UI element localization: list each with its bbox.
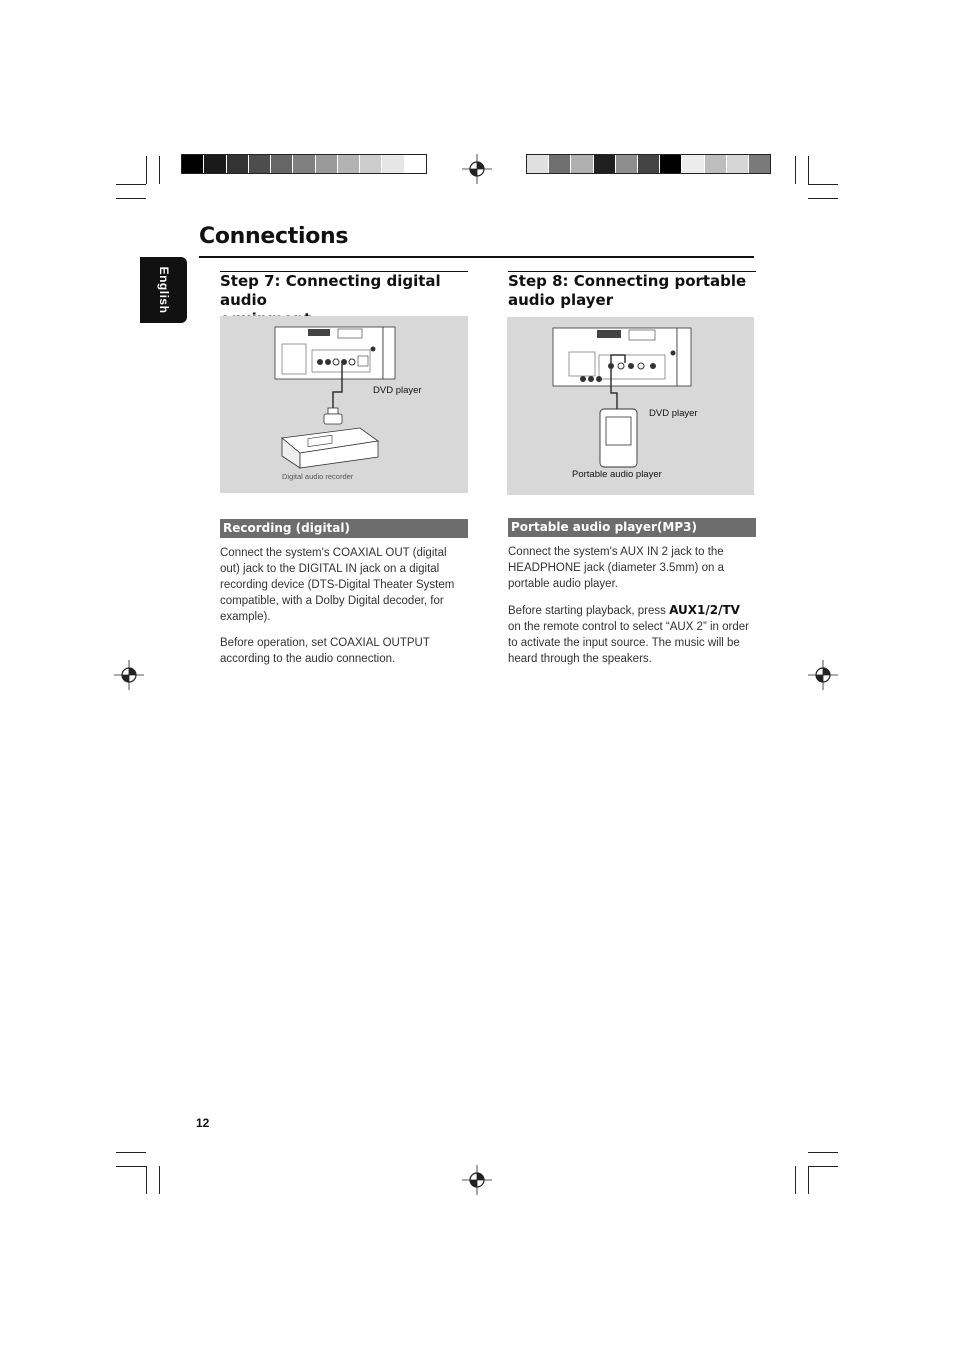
crop-mark	[146, 1166, 147, 1194]
crop-mark	[116, 198, 146, 199]
calibration-swatch	[682, 155, 704, 173]
calibration-swatch	[749, 155, 770, 173]
step7-paragraph-2: Before operation, set COAXIAL OUTPUT according to the audio connection.	[220, 637, 430, 665]
calibration-swatch	[660, 155, 682, 173]
calibration-swatch	[616, 155, 638, 173]
crop-mark	[116, 184, 146, 185]
step8-subhead: Portable audio player(MP3)	[508, 518, 756, 537]
step8-body	[508, 544, 754, 667]
aux-button-name: AUX1/2/TV	[669, 603, 740, 617]
crop-mark	[116, 1152, 146, 1153]
calibration-bar-left	[181, 154, 427, 174]
calibration-swatch	[182, 155, 204, 173]
step7-subhead: Recording (digital)	[220, 519, 468, 538]
calibration-swatch	[549, 155, 571, 173]
calibration-swatch	[293, 155, 315, 173]
language-tab-label: English	[156, 266, 171, 314]
title-rule	[199, 256, 754, 258]
crop-mark	[808, 184, 838, 185]
registration-mark-icon	[114, 660, 144, 690]
step7-figure	[220, 316, 468, 493]
crop-mark	[808, 1152, 838, 1153]
calibration-swatch	[382, 155, 404, 173]
crop-mark	[116, 1166, 146, 1167]
crop-mark	[146, 156, 147, 184]
calibration-swatch	[594, 155, 616, 173]
calibration-swatch	[338, 155, 360, 173]
calibration-swatch	[527, 155, 549, 173]
calibration-swatch	[727, 155, 749, 173]
crop-mark	[808, 198, 838, 199]
step8-paragraph-2-start: Before starting playback, press	[508, 605, 670, 617]
calibration-swatch	[360, 155, 382, 173]
step8-title-line1: Step 8: Connecting portable	[508, 272, 747, 290]
step7-paragraph-1: Connect the system's COAXIAL OUT (digital out) jack to the DIGITAL IN jack on a digital recording device (DTS-Digital Theater System compatible, with a Dolby Digital decoder, for example).	[220, 547, 455, 623]
crop-mark	[808, 1166, 809, 1194]
step8-title	[508, 272, 758, 310]
crop-mark	[159, 1166, 160, 1194]
calibration-swatch	[638, 155, 660, 173]
step7-body	[220, 545, 466, 667]
calibration-swatch	[204, 155, 226, 173]
step8-paragraph-1: Connect the system's AUX IN 2 jack to the HEADPHONE jack (diameter 3.5mm) on a portable audio player.	[508, 546, 725, 590]
registration-mark-icon	[808, 660, 838, 690]
calibration-swatch	[705, 155, 727, 173]
registration-mark-icon	[462, 1165, 492, 1195]
step8-player-label: Portable audio player	[572, 469, 662, 480]
calibration-bar-right	[526, 154, 771, 174]
calibration-swatch	[249, 155, 271, 173]
language-tab	[140, 257, 187, 323]
step7-recorder-label: Digital audio recorder	[282, 472, 354, 481]
calibration-swatch	[405, 155, 426, 173]
page-title: Connections	[199, 224, 349, 249]
calibration-swatch	[271, 155, 293, 173]
crop-mark	[795, 156, 796, 184]
calibration-swatch	[316, 155, 338, 173]
crop-mark	[808, 156, 809, 184]
step8-paragraph-2-end: on the remote control to select “AUX 2” in order to activate the input source. The music will be heard through the speakers.	[508, 621, 749, 665]
page-number: 12	[196, 1116, 210, 1130]
crop-mark	[808, 1166, 838, 1167]
step7-diagram	[220, 316, 468, 493]
registration-mark-icon	[462, 154, 492, 184]
calibration-swatch	[571, 155, 593, 173]
step8-figure	[507, 317, 754, 495]
step8-device-label: DVD player	[649, 408, 698, 419]
step7-title-line1: Step 7: Connecting digital audio	[220, 272, 441, 309]
crop-mark	[795, 1166, 796, 1194]
step7-device-label: DVD player	[373, 385, 422, 396]
crop-mark	[159, 156, 160, 184]
calibration-swatch	[227, 155, 249, 173]
step8-paragraph-2	[508, 602, 754, 667]
step8-title-line2: audio player	[508, 291, 614, 309]
